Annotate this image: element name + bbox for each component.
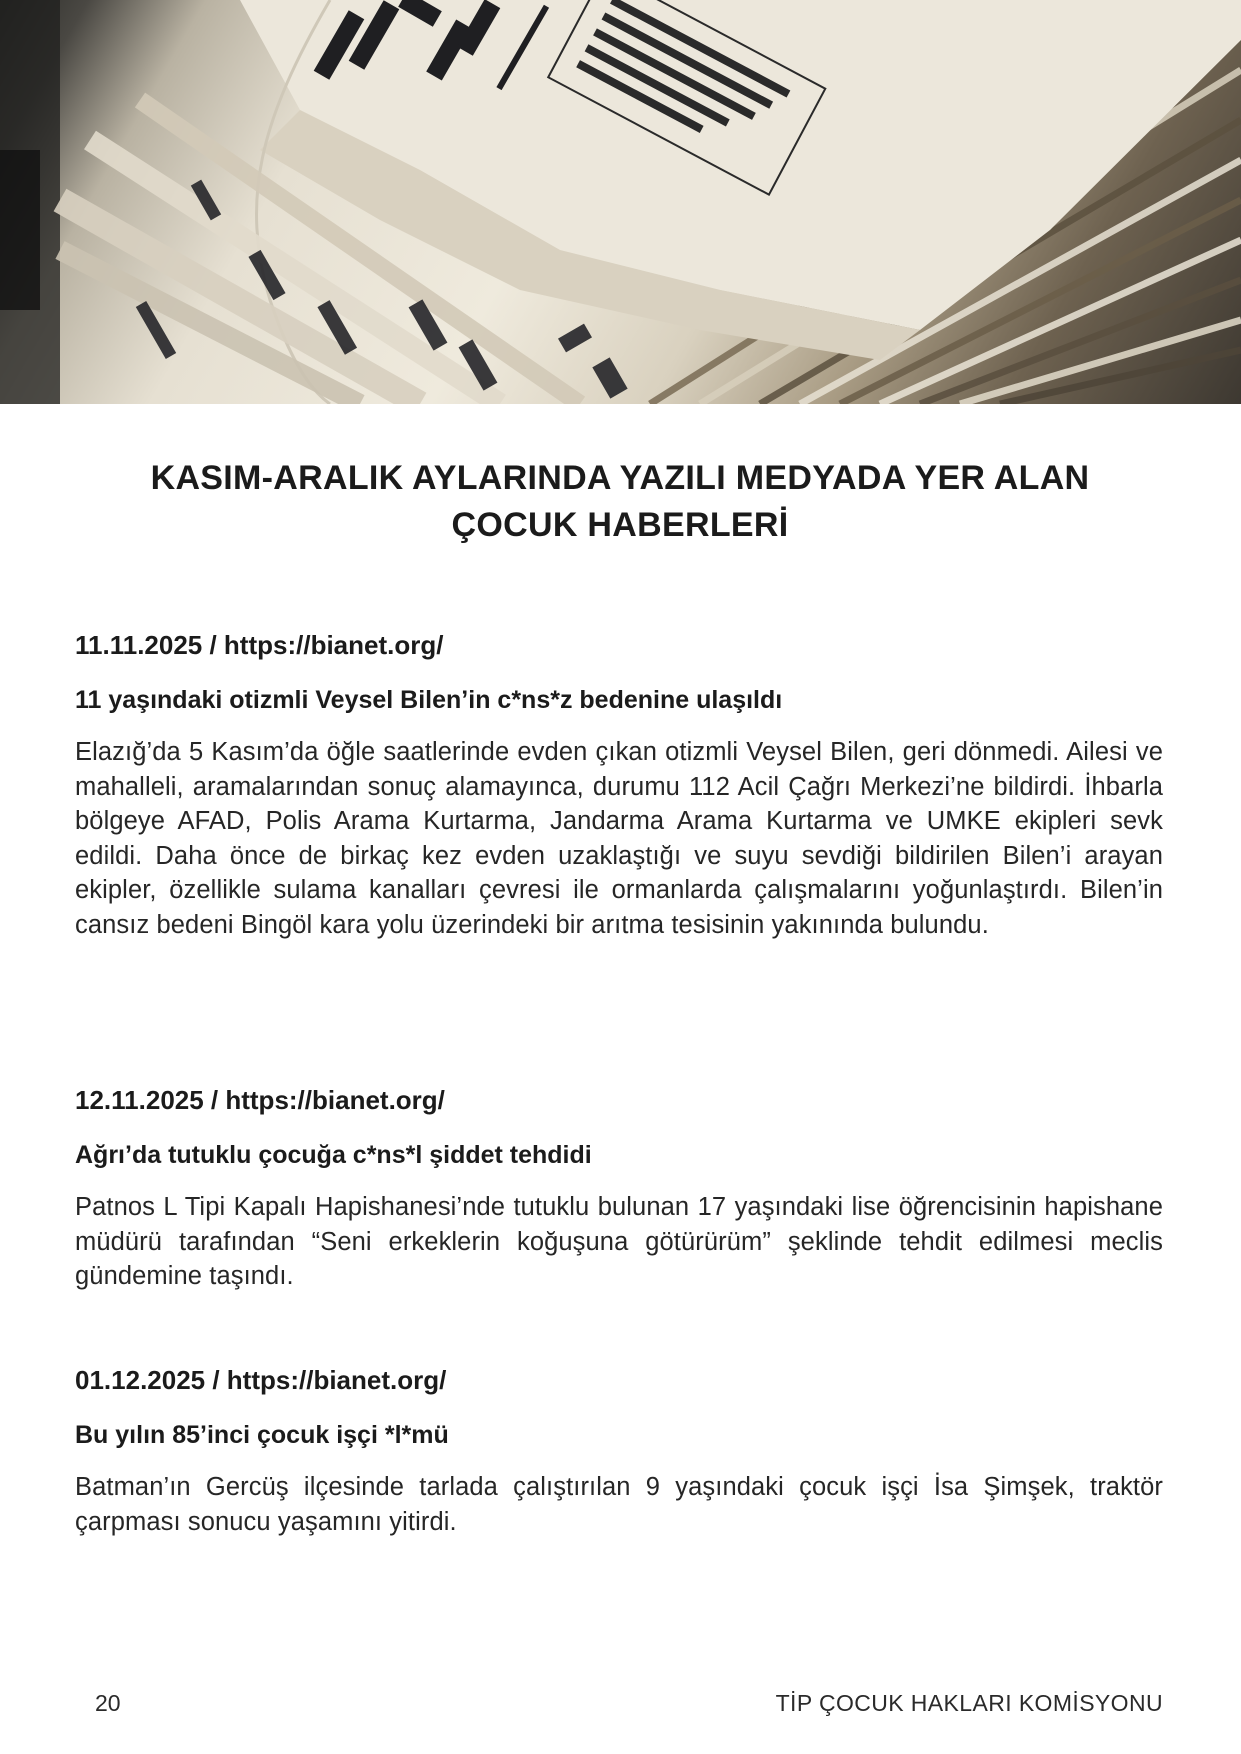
news-item [75,1084,1163,1294]
organization-name: TİP ÇOCUK HAKLARI KOMİSYONU [775,1690,1163,1716]
page-footer [95,1688,1163,1718]
news-body: Patnos L Tipi Kapalı Hapishanesi’nde tutuklu bulunan 17 yaşındaki lise öğrencisinin hapishane müdürü tarafından “Seni erkeklerin koğuşuna götürürüm” şeklinde tehdit edilmesi meclis gündemine taşındı. [75,1193,1163,1290]
page-number: 20 [95,1690,121,1716]
newspaper-illustration [0,0,1241,404]
news-body: Batman’ın Gercüş ilçesinde tarlada çalıştırılan 9 yaşındaki çocuk işçi İsa Şimşek, traktör çarpması sonucu yaşamını yitirdi. [75,1473,1163,1536]
page-title-line-1: KASIM-ARALIK AYLARINDA YAZILI MEDYADA YER ALAN [150,459,1090,497]
news-headline: Ağrı’da tutuklu çocuğa c*ns*l şiddet tehdidi [75,1141,592,1169]
news-date-source: 12.11.2025 / https://bianet.org/ [75,1085,445,1115]
news-item [75,1364,1163,1539]
page-title [70,455,1170,549]
news-body: Elazığ’da 5 Kasım’da öğle saatlerinde evden çıkan otizmli Veysel Bilen, geri dönmedi. Ailesi ve mahalleli, aramalarından sonuç alamayınca, durumu 112 Acil Çağrı Merkezi’ne bildirdi. İhbarla bölgeye AFAD, Polis Arama Kurtarma, Jandarma Arama Kurtarma ve UMKE ekipleri sevk edildi. Daha önce de birkaç kez evden uzaklaştığı ve suyu sevdiği bildirilen Bilen’i arayan ekipler, özellikle sulama kanalları çevresi ile ormanlarda çalışmalarını yoğunlaştırdı. Bilen’in cansız bedeni Bingöl kara yolu üzerindeki bir arıtma tesisinin yakınında bulundu. [75,738,1163,939]
news-headline: 11 yaşındaki otizmli Veysel Bilen’in c*ns*z bedenine ulaşıldı [75,686,783,714]
news-item [75,629,1163,942]
newspaper-stack-photo [0,0,1241,404]
news-date-source: 01.12.2025 / https://bianet.org/ [75,1365,447,1395]
news-headline: Bu yılın 85’inci çocuk işçi *l*mü [75,1421,449,1449]
news-date-source: 11.11.2025 / https://bianet.org/ [75,630,444,660]
page-title-line-2: ÇOCUK HABERLERİ [451,506,789,544]
